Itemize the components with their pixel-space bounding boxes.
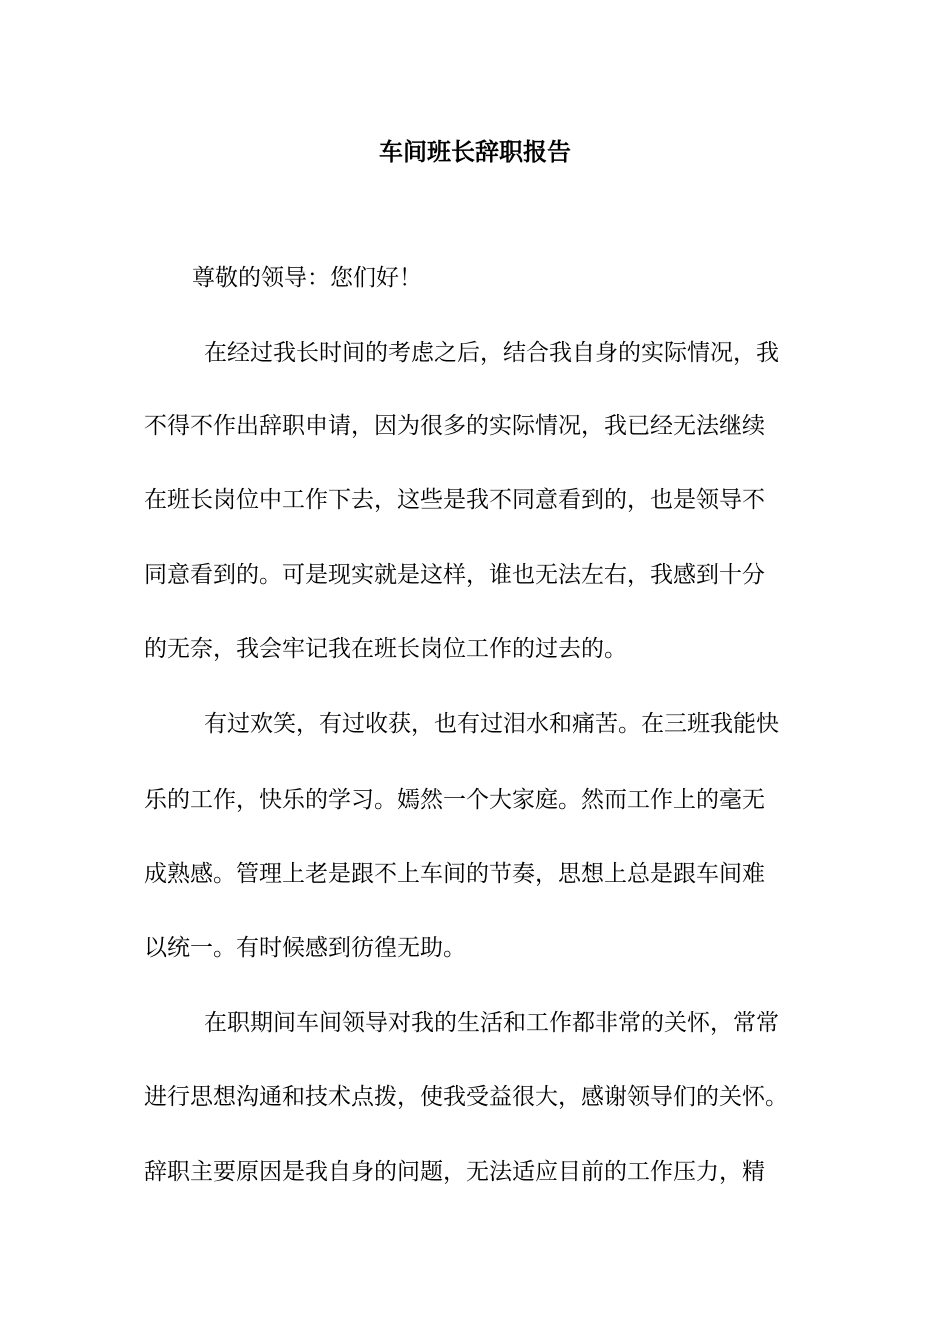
paragraph-2-line-4: 以统一。有时候感到彷徨无助。: [144, 935, 466, 961]
paragraph-1-line-3: 在班长岗位中工作下去，这些是我不同意看到的，也是领导不: [144, 487, 765, 513]
salutation: 尊敬的领导：您们好！: [192, 265, 422, 291]
paragraph-2-line-2: 乐的工作，快乐的学习。嫣然一个大家庭。然而工作上的毫无: [144, 787, 765, 813]
paragraph-1-line-4: 同意看到的。可是现实就是这样，谁也无法左右，我感到十分: [144, 562, 765, 588]
paragraph-3-line-3: 辞职主要原因是我自身的问题，无法适应目前的工作压力，精: [144, 1159, 765, 1185]
paragraph-1-line-5: 的无奈，我会牢记我在班长岗位工作的过去的。: [144, 636, 627, 662]
paragraph-1-line-1: 在经过我长时间的考虑之后，结合我自身的实际情况，我: [204, 340, 779, 366]
paragraph-3-line-2: 进行思想沟通和技术点拨，使我受益很大，感谢领导们的关怀。: [144, 1084, 788, 1110]
paragraph-2-line-1: 有过欢笑，有过收获，也有过泪水和痛苦。在三班我能快: [204, 711, 779, 737]
paragraph-3-line-1: 在职期间车间领导对我的生活和工作都非常的关怀，常常: [204, 1010, 779, 1036]
paragraph-1-line-2: 不得不作出辞职申请，因为很多的实际情况，我已经无法继续: [144, 413, 765, 439]
document-title: 车间班长辞职报告: [379, 137, 571, 166]
paragraph-2-line-3: 成熟感。管理上老是跟不上车间的节奏，思想上总是跟车间难: [144, 861, 765, 887]
